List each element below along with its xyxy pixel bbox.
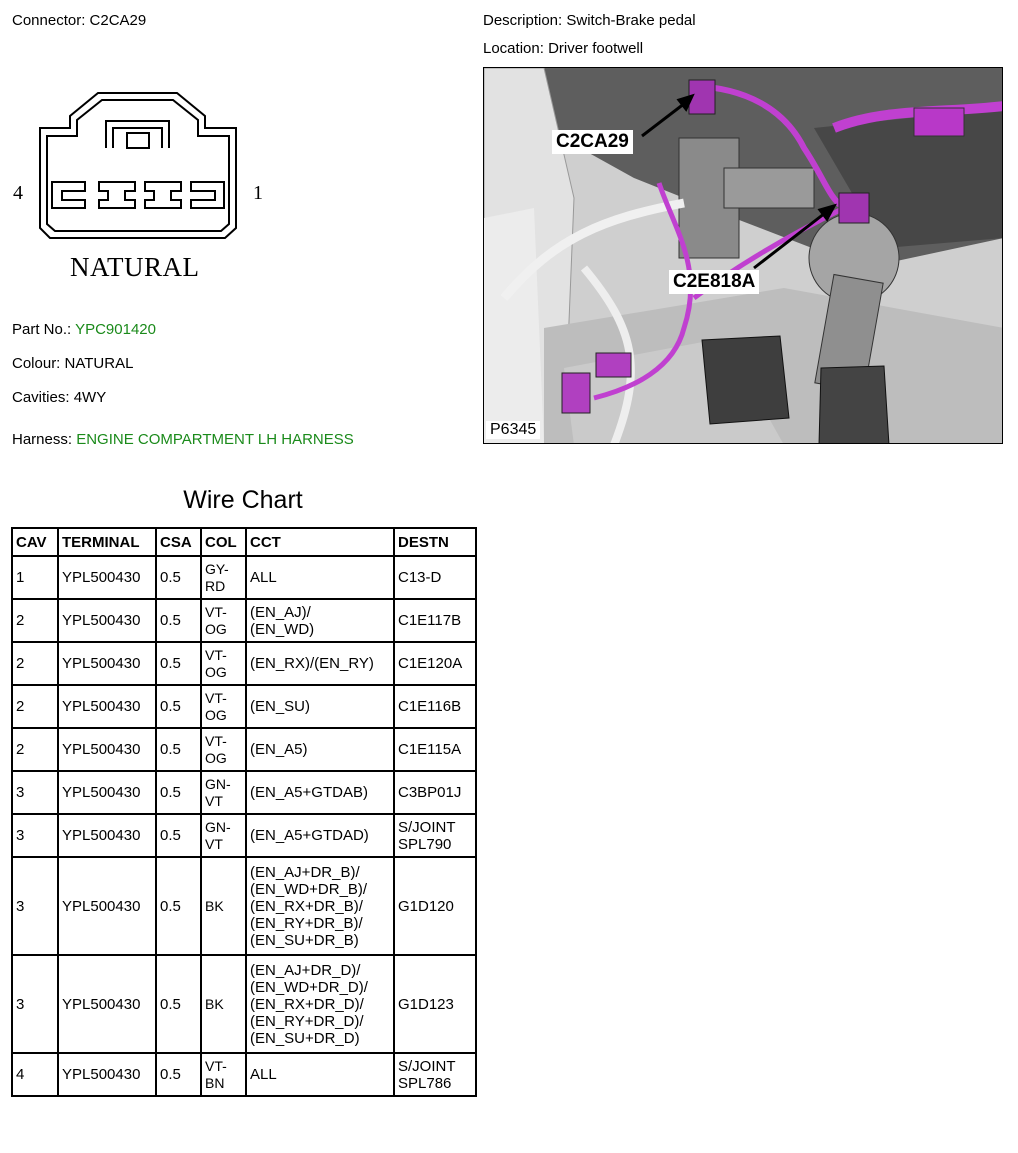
cell-csa: 0.5 — [156, 685, 201, 728]
wire-chart-table — [11, 527, 477, 1097]
cell-destn: C1E115A — [394, 728, 476, 771]
callout-c2ca29: C2CA29 — [552, 130, 633, 154]
cell-cav: 2 — [12, 685, 58, 728]
cell-cav: 2 — [12, 642, 58, 685]
cell-cav: 3 — [12, 857, 58, 955]
cell-destn: C1E120A — [394, 642, 476, 685]
cell-cav: 3 — [12, 771, 58, 814]
cell-csa: 0.5 — [156, 1053, 201, 1096]
cell-terminal: YPL500430 — [58, 1053, 156, 1096]
cell-col: VT- BN — [201, 1053, 246, 1096]
wire-chart-title: Wire Chart — [183, 486, 303, 514]
pin-1-label: 1 — [253, 182, 263, 204]
description-label: Description: — [483, 12, 563, 29]
description-value: Switch-Brake pedal — [566, 12, 696, 29]
cell-csa: 0.5 — [156, 556, 201, 599]
cell-csa: 0.5 — [156, 814, 201, 857]
cell-destn: G1D123 — [394, 955, 476, 1053]
wire-chart-body — [12, 556, 476, 1096]
cell-cct: (EN_A5+GTDAD) — [246, 814, 394, 857]
header-csa: CSA — [156, 528, 201, 556]
part-no-label: Part No.: — [12, 321, 72, 338]
cell-col: BK — [201, 857, 246, 955]
part-no-link[interactable]: YPC901420 — [75, 321, 156, 338]
cell-destn: S/JOINT SPL790 — [394, 814, 476, 857]
cell-cav: 3 — [12, 814, 58, 857]
cell-cct: (EN_SU) — [246, 685, 394, 728]
header-terminal: TERMINAL — [58, 528, 156, 556]
location-value: Driver footwell — [548, 40, 644, 57]
location-line — [483, 40, 643, 57]
location-illustration — [483, 67, 1003, 444]
cell-cav: 2 — [12, 599, 58, 642]
connector-face-diagram — [10, 88, 250, 243]
header-cav: CAV — [12, 528, 58, 556]
cell-csa: 0.5 — [156, 955, 201, 1053]
cell-terminal: YPL500430 — [58, 556, 156, 599]
connector-line — [12, 12, 146, 29]
cell-cct: (EN_AJ+DR_D)/ (EN_WD+DR_D)/ (EN_RX+DR_D)/ (EN_RY+DR_D)/ (EN_SU+DR_D) — [246, 955, 394, 1053]
cell-col: GN- VT — [201, 771, 246, 814]
table-row — [12, 599, 476, 642]
cell-terminal: YPL500430 — [58, 955, 156, 1053]
cell-csa: 0.5 — [156, 857, 201, 955]
table-row — [12, 1053, 476, 1096]
footwell-drawing — [484, 68, 1003, 444]
cell-destn: S/JOINT SPL786 — [394, 1053, 476, 1096]
cell-cav: 1 — [12, 556, 58, 599]
cell-terminal: YPL500430 — [58, 857, 156, 955]
cell-cct: (EN_AJ)/ (EN_WD) — [246, 599, 394, 642]
header-col: COL — [201, 528, 246, 556]
description-line — [483, 12, 696, 29]
cavities-label: Cavities: — [12, 389, 70, 406]
cell-cav: 2 — [12, 728, 58, 771]
cell-csa: 0.5 — [156, 599, 201, 642]
table-row — [12, 955, 476, 1053]
cell-cct: (EN_RX)/(EN_RY) — [246, 642, 394, 685]
connector-colour-text: NATURAL — [70, 252, 200, 282]
cell-destn: C1E117B — [394, 599, 476, 642]
cell-cav: 4 — [12, 1053, 58, 1096]
table-row — [12, 728, 476, 771]
cell-cct: (EN_A5) — [246, 728, 394, 771]
cell-col: BK — [201, 955, 246, 1053]
harness-line — [12, 431, 354, 448]
location-label: Location: — [483, 40, 544, 57]
cavities-value: 4WY — [73, 389, 107, 406]
table-header-row — [12, 528, 476, 556]
cell-col: VT- OG — [201, 642, 246, 685]
cell-terminal: YPL500430 — [58, 685, 156, 728]
cell-cct: ALL — [246, 1053, 394, 1096]
table-row — [12, 814, 476, 857]
cell-terminal: YPL500430 — [58, 642, 156, 685]
colour-value: NATURAL — [64, 355, 134, 372]
cell-destn: C1E116B — [394, 685, 476, 728]
cell-col: VT- OG — [201, 685, 246, 728]
table-row — [12, 642, 476, 685]
header-destn: DESTN — [394, 528, 476, 556]
cell-cct: (EN_AJ+DR_B)/ (EN_WD+DR_B)/ (EN_RX+DR_B)/ (EN_RY+DR_B)/ (EN_SU+DR_B) — [246, 857, 394, 955]
connector-value: C2CA29 — [89, 12, 147, 29]
table-row — [12, 556, 476, 599]
cell-csa: 0.5 — [156, 642, 201, 685]
pin-4-label: 4 — [13, 182, 23, 204]
cell-cav: 3 — [12, 955, 58, 1053]
cell-csa: 0.5 — [156, 728, 201, 771]
part-no-line — [12, 321, 156, 338]
colour-label: Colour: — [12, 355, 61, 372]
cell-terminal: YPL500430 — [58, 814, 156, 857]
cell-terminal: YPL500430 — [58, 728, 156, 771]
table-row — [12, 857, 476, 955]
cell-destn: C3BP01J — [394, 771, 476, 814]
cell-col: VT- OG — [201, 599, 246, 642]
cell-terminal: YPL500430 — [58, 771, 156, 814]
header-cct: CCT — [246, 528, 394, 556]
cell-col: GY- RD — [201, 556, 246, 599]
cell-csa: 0.5 — [156, 771, 201, 814]
figure-id: P6345 — [486, 421, 540, 439]
harness-label: Harness: — [12, 431, 73, 448]
cell-destn: C13-D — [394, 556, 476, 599]
harness-link[interactable]: ENGINE COMPARTMENT LH HARNESS — [76, 431, 354, 448]
cell-terminal: YPL500430 — [58, 599, 156, 642]
colour-line — [12, 355, 133, 372]
cell-cct: ALL — [246, 556, 394, 599]
connector-label: Connector: — [12, 12, 86, 29]
table-row — [12, 771, 476, 814]
table-row — [12, 685, 476, 728]
cell-cct: (EN_A5+GTDAB) — [246, 771, 394, 814]
cavities-line — [12, 389, 106, 406]
cell-col: VT- OG — [201, 728, 246, 771]
callout-c2e818a: C2E818A — [669, 270, 759, 294]
cell-destn: G1D120 — [394, 857, 476, 955]
cell-col: GN- VT — [201, 814, 246, 857]
